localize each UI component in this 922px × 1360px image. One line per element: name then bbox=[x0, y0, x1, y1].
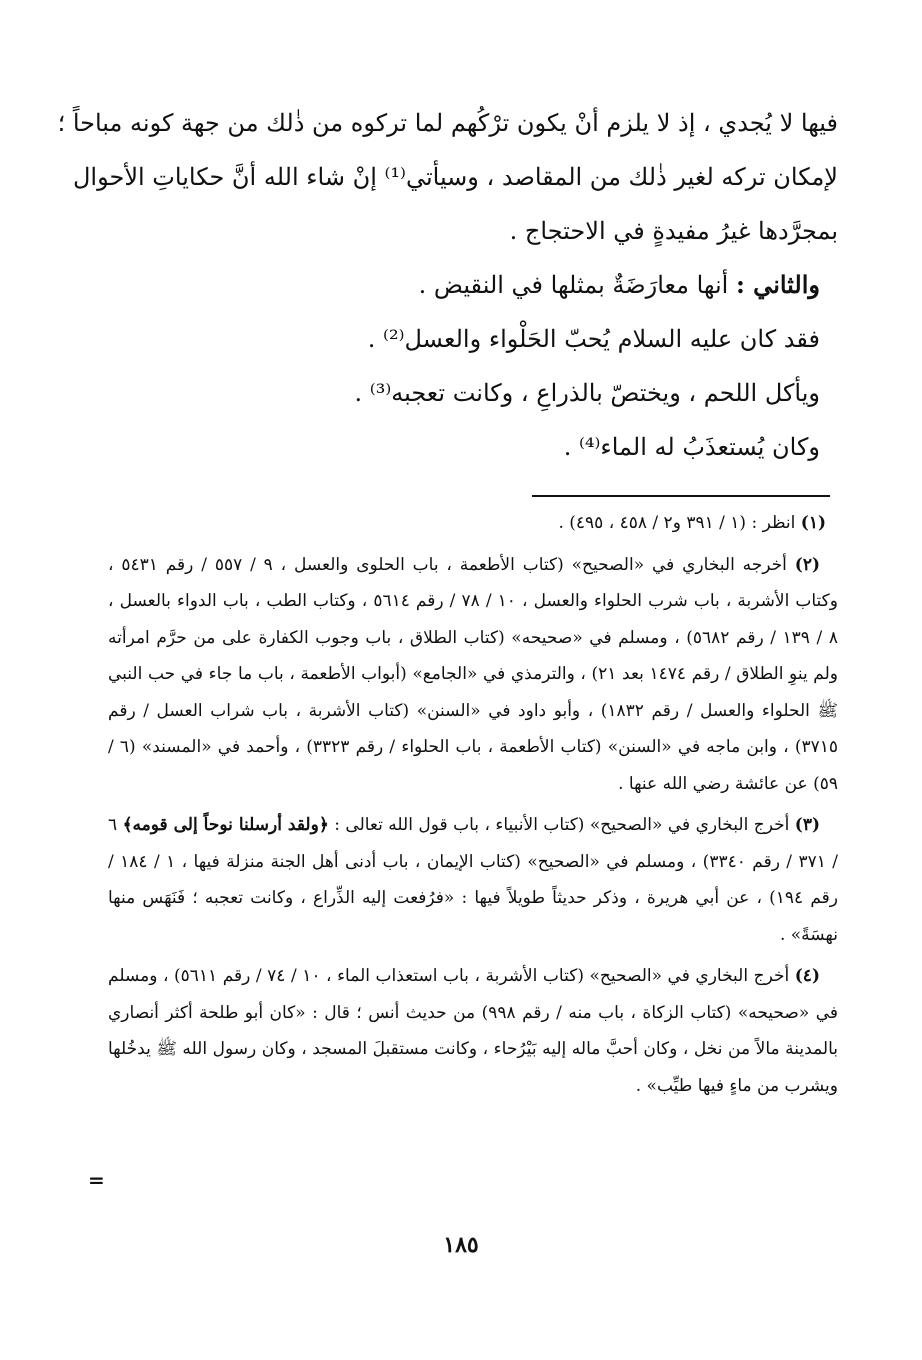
main-text-line-1: فيها لا يُجدي ، إذ لا يلزم أنْ يكون ترْكُهم لما تركوه من ذٰلك من جهة كونه مباحاً ؛ bbox=[57, 109, 838, 137]
main-text-line-5: فقد كان عليه السلام يُحبّ الحَلْواء والعسل⁽²⁾ . bbox=[367, 325, 820, 353]
footnote-4-number: (٤) bbox=[794, 966, 820, 986]
footnote-2-number: (٢) bbox=[794, 554, 820, 575]
main-text-line-3: بمجرَّدها غيرُ مفيدةٍ في الاحتجاج . bbox=[509, 217, 838, 245]
second-point-label: والثاني : bbox=[735, 270, 820, 299]
footnote-3-text-after: ٦ / ٣٧١ / رقم ٣٣٤٠) ، ومسلم في «الصحيح» (كتاب الإيمان ، باب أدنى أهل الجنة منزلة فيها ، ١ / ١٨٤ / رقم ١٩٤) ، عن أبي هريرة ، وذكر حديثاً طويلاً فيها : «فرُفعت إليه الذِّراع ، وكانت تعجبه ؛ فَنَهَس منها نهسَةً» . bbox=[108, 815, 838, 945]
footnote-1 bbox=[108, 505, 838, 542]
main-text-line-4 bbox=[108, 258, 838, 312]
footnote-1-text: انظر : (١ / ٣٩١ و٢ / ٤٥٨ ، ٤٩٥) . bbox=[558, 513, 801, 533]
footnotes bbox=[108, 505, 838, 1109]
footnote-2-text: أخرجه البخاري في «الصحيح» (كتاب الأطعمة ، باب الحلوى والعسل ، ٩ / ٥٥٧ / رقم ٥٤٣١ ، وكتاب الأشربة ، باب شرب الحلواء والعسل ، ١٠ / ٧٨ / رقم ٥٦١٤ ، وكتاب الطب ، باب الدواء بالعسل ، ٨ / ١٣٩ / رقم ٥٦٨٢) ، ومسلم في «صحيحه» (كتاب الطلاق ، باب وجوب الكفارة على من حرَّم امرأته ولم ينوِ الطلاق / رقم ١٤٧٤ بعد ٢١) ، والترمذي في «الجامع» (أبواب الأطعمة ، باب ما جاء في حب النبي ﷺ الحلواء والعسل / رقم ١٨٣٢) ، وأبو داود في «السنن» (كتاب الأشربة ، باب شراب العسل / رقم ٣٧١٥) ، وابن ماجه في «السنن» (كتاب الأطعمة ، باب الحلواء / رقم ٣٣٢٣) ، وأحمد في «المسند» (٦ / ٥٩) عن عائشة رضي الله عنها . bbox=[108, 554, 839, 794]
footnote-4 bbox=[108, 958, 838, 1104]
main-text bbox=[57, 96, 838, 474]
footnote-4-text: أخرج البخاري في «الصحيح» (كتاب الأشربة ، باب استعذاب الماء ، ١٠ / ٧٤ / رقم ٥٦١١) ، ومسلم في «صحيحه» (كتاب الزكاة ، باب منه / رقم ٩٩٨) من حديث أنس ؛ قال : «كان أبو طلحة أكثر أنصاري بالمدينة مالاً من نخل ، وكان أحبَّ ماله إليه بَيْرُحاء ، وكانت مستقبلَ المسجد ، وكان رسول الله ﷺ يدخُلها ويشرب من ماءٍ فيها طيِّب» . bbox=[108, 966, 838, 1096]
main-text-line-7: وكان يُستعذَبُ له الماء⁽⁴⁾ . bbox=[563, 433, 820, 461]
footnote-3-quran-verse: ﴿ولقد أرسلنا نوحاً إلى قومه﴾ bbox=[122, 815, 329, 835]
footnote-1-number: (١) bbox=[800, 513, 826, 533]
footnote-separator bbox=[532, 495, 830, 497]
footnote-3-text-before: أخرج البخاري في «الصحيح» (كتاب الأنبياء ، باب قول الله تعالى : bbox=[328, 815, 795, 835]
main-text-line-2: لإمكان تركه لغير ذٰلك من المقاصد ، وسيأتي⁽¹⁾ إنْ شاء الله أنَّ حكاياتِ الأحوال bbox=[72, 163, 838, 191]
page-number: ١٨٥ bbox=[443, 1232, 479, 1258]
footnote-3 bbox=[108, 807, 838, 953]
footnote-2 bbox=[108, 547, 838, 803]
footnote-3-number: (٣) bbox=[794, 815, 820, 835]
second-point-text: أنها معارَضَةٌ بمثلها في النقيض . bbox=[418, 271, 736, 299]
main-text-line-6: ويأكل اللحم ، ويختصّ بالذراعِ ، وكانت تعجبه⁽³⁾ . bbox=[354, 379, 820, 407]
footnote-continuation-mark: = bbox=[88, 1168, 105, 1192]
